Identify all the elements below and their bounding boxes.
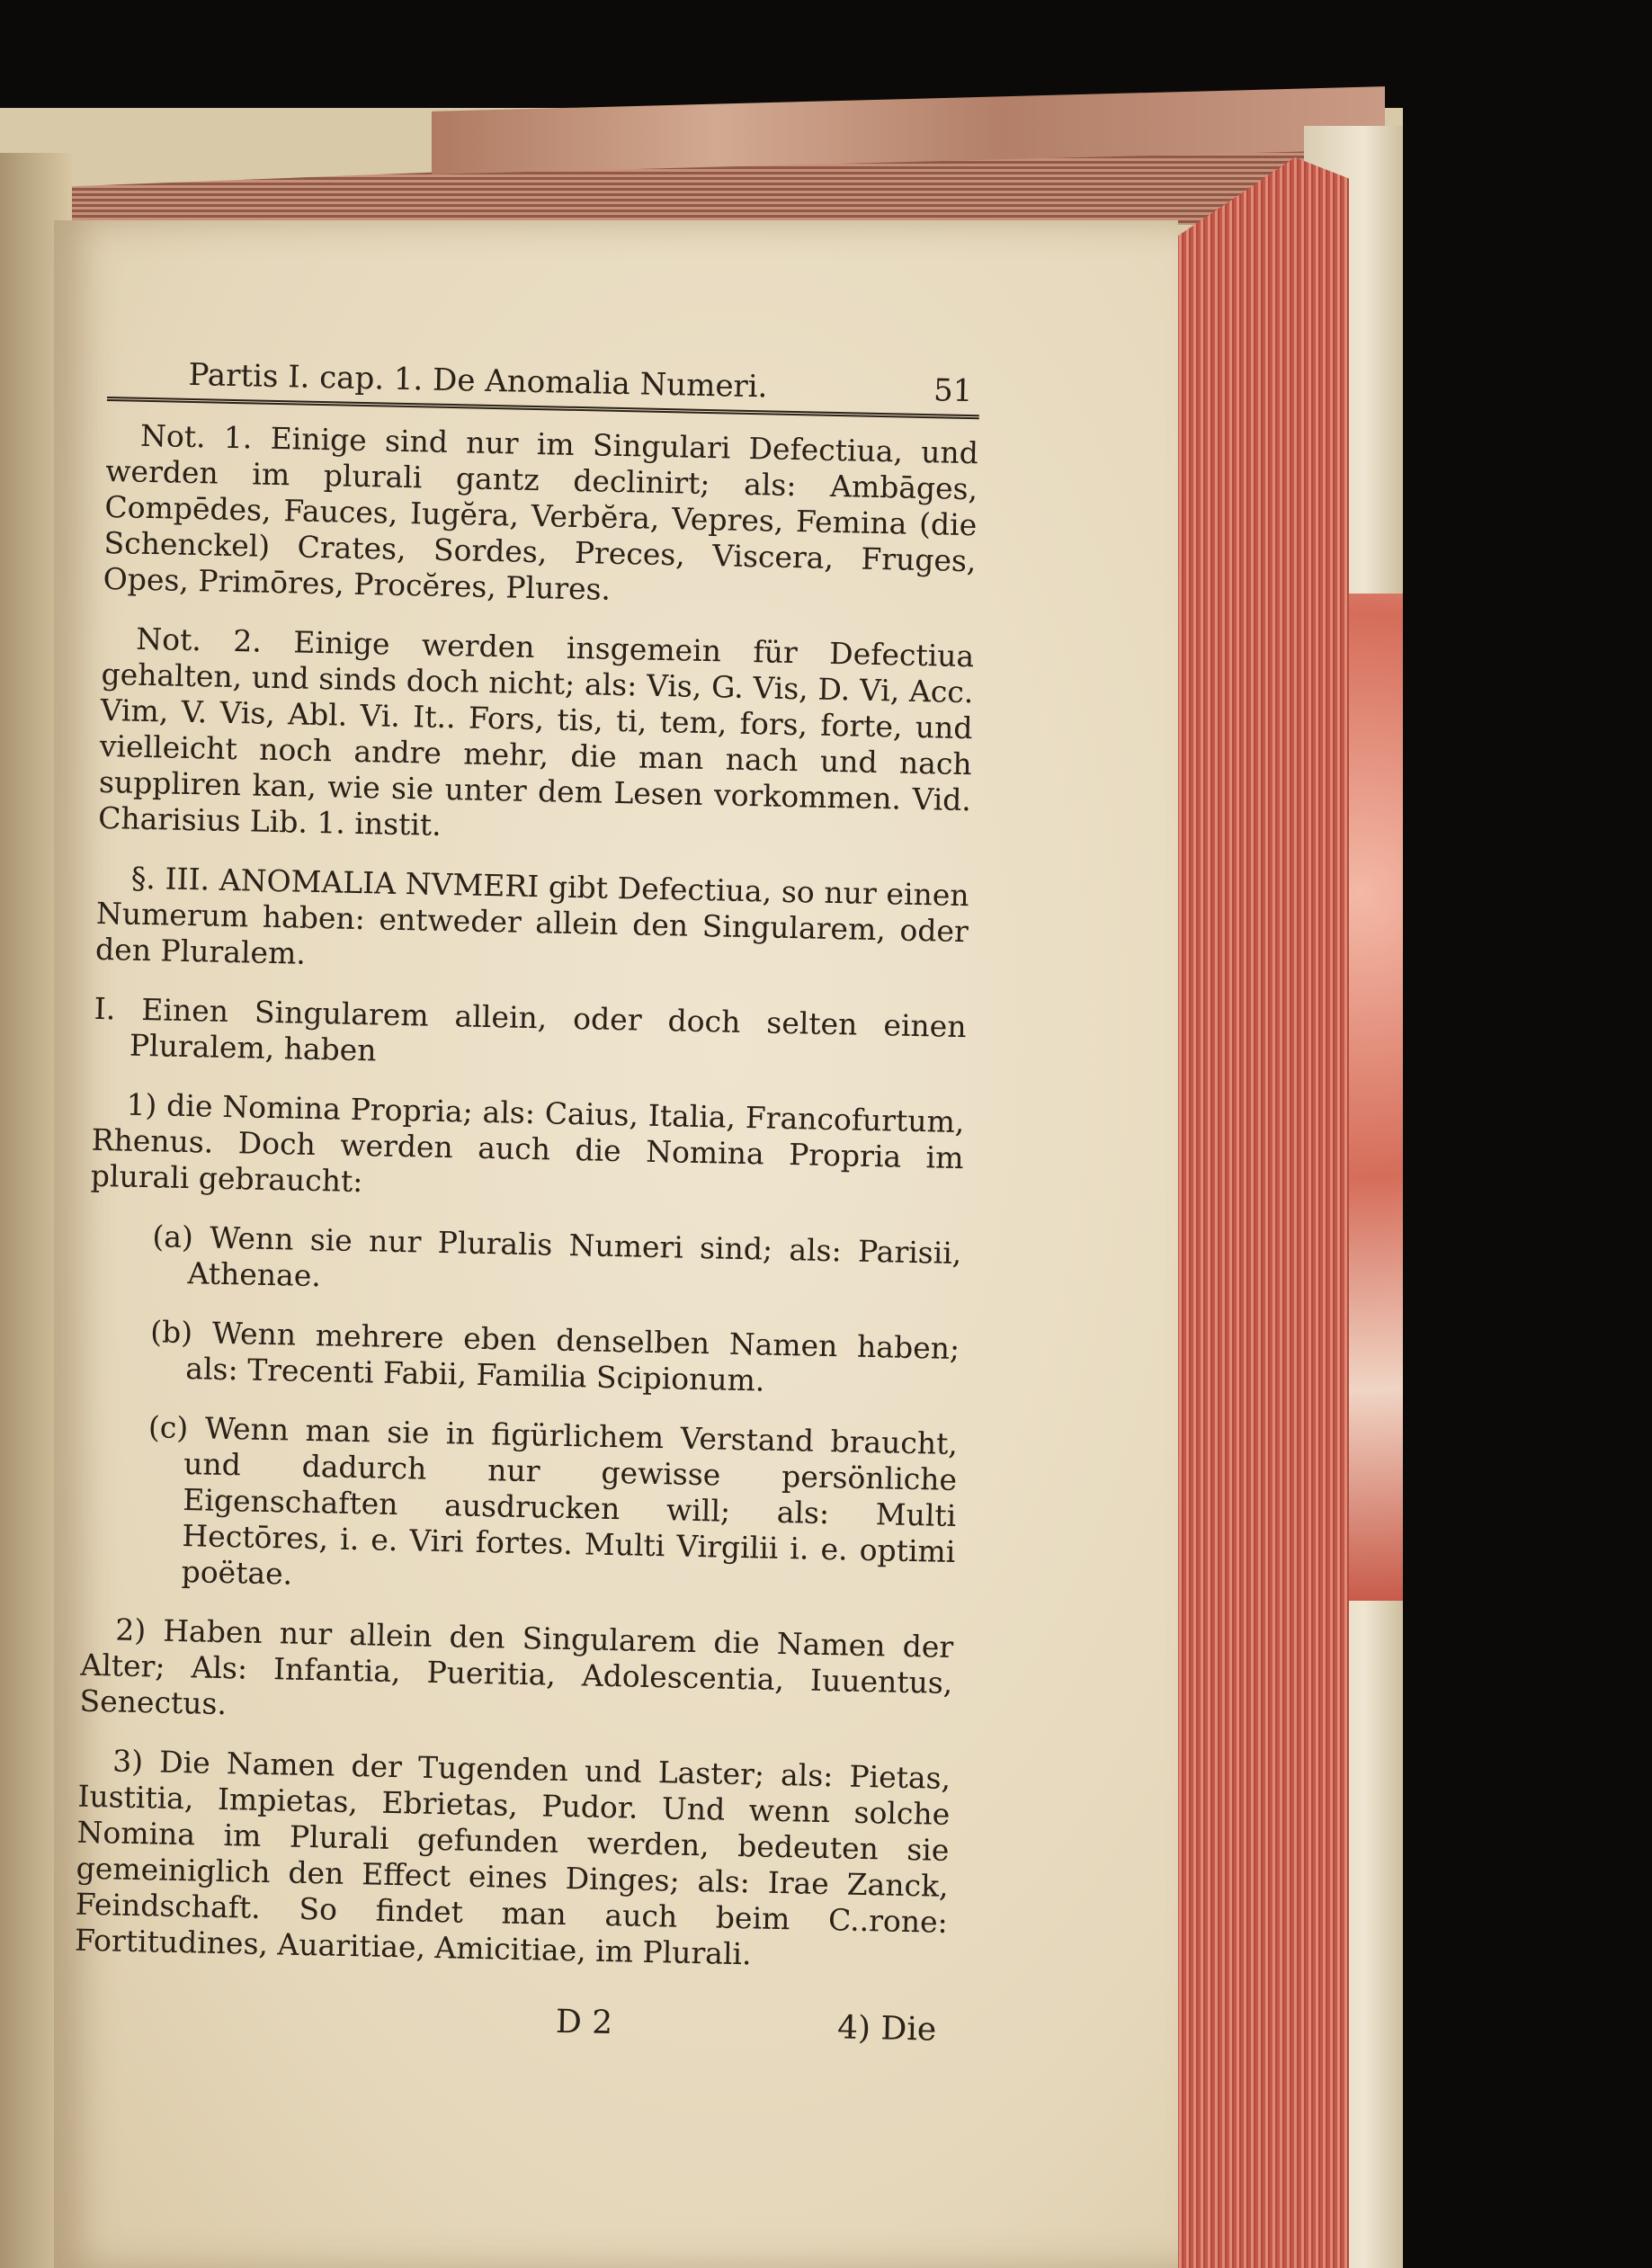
point-2: 2) Haben nur allein den Singularem die Namen der Alter; Als: Infantia, Pueritia, Adolescentia, Iuuentus, Senectus.	[79, 1612, 954, 1722]
signature-mark: D 2	[555, 2003, 613, 2042]
sub-item-c: (c) Wenn man sie in figürlichem Verstand braucht, und dadurch nur gewisse persönliche Eigenschaften ausdrucken will; als: Multi Hectōres, i. e. Viri fortes. Multi Virgilii i. e. optimi poëtae.	[147, 1409, 959, 1592]
point-1: 1) die Nomina Propria; als: Caius, Italia, Francofurtum, Rhenus. Doch werden auch die Nomina Propria im plurali gebraucht:	[90, 1086, 965, 1200]
red-sprinkled-fore-edge	[1169, 157, 1349, 2268]
section-3: §. III. ANOMALIA NVMERI gibt Defectiua, so nur einen Numerum haben: entweder allein den Singularem, oder den Pluralem.	[94, 860, 970, 971]
note-1: Not. 1. Einige sind nur im Singulari Defectiua, und werden im plurali gantz declinirt; als: Ambāges, Compēdes, Fauces, Iugĕra, Verbĕra, Vepres, Femina (die Schenckel) Crates, Sordes, Preces, Viscera, Fruges, Opes, Primōres, Procĕres, Plures.	[103, 417, 979, 607]
rule-I: I. Einen Singularem allein, oder doch selten einen Pluralem, haben	[94, 990, 967, 1068]
point-3: 3) Die Namen der Tugenden und Laster; als: Pietas, Iustitia, Impietas, Ebrietas, Pudor. Und wenn solche Nomina im Plurali gefunden werden, bedeuten sie gemeiniglich den Effect eines Dinges; als: Irae Zanck, Feindschaft. So findet man auch beim C..rone: Fortitudines, Auaritiae, Amicitiae, im Plurali.	[74, 1743, 951, 1972]
running-title: Partis I. cap. 1. De Anomalia Numeri.	[188, 356, 768, 406]
page-text-block	[73, 355, 980, 2049]
note-2: Not. 2. Einige werden insgemein für Defectiua gehalten, und sinds doch nicht; als: Vis, G. Vis, D. Vi, Acc. Vim, V. Vis, Abl. Vi. It.. Fors, tis, ti, tem, fors, forte, und vielleicht noch andre mehr, die man nach und nach suppliren kan, wie sie unter dem Lesen vorkommen. Vid. Charisius Lib. 1. instit.	[97, 621, 975, 843]
page-number: 51	[933, 372, 973, 410]
catchword: 4) Die	[836, 2009, 937, 2049]
sub-item-b: (b) Wenn mehrere eben denselben Namen haben; als: Trecenti Fabii, Familia Scipionum.	[149, 1314, 960, 1398]
sub-item-a: (a) Wenn sie nur Pluralis Numeri sind; als: Parisii, Athenae.	[152, 1219, 962, 1294]
